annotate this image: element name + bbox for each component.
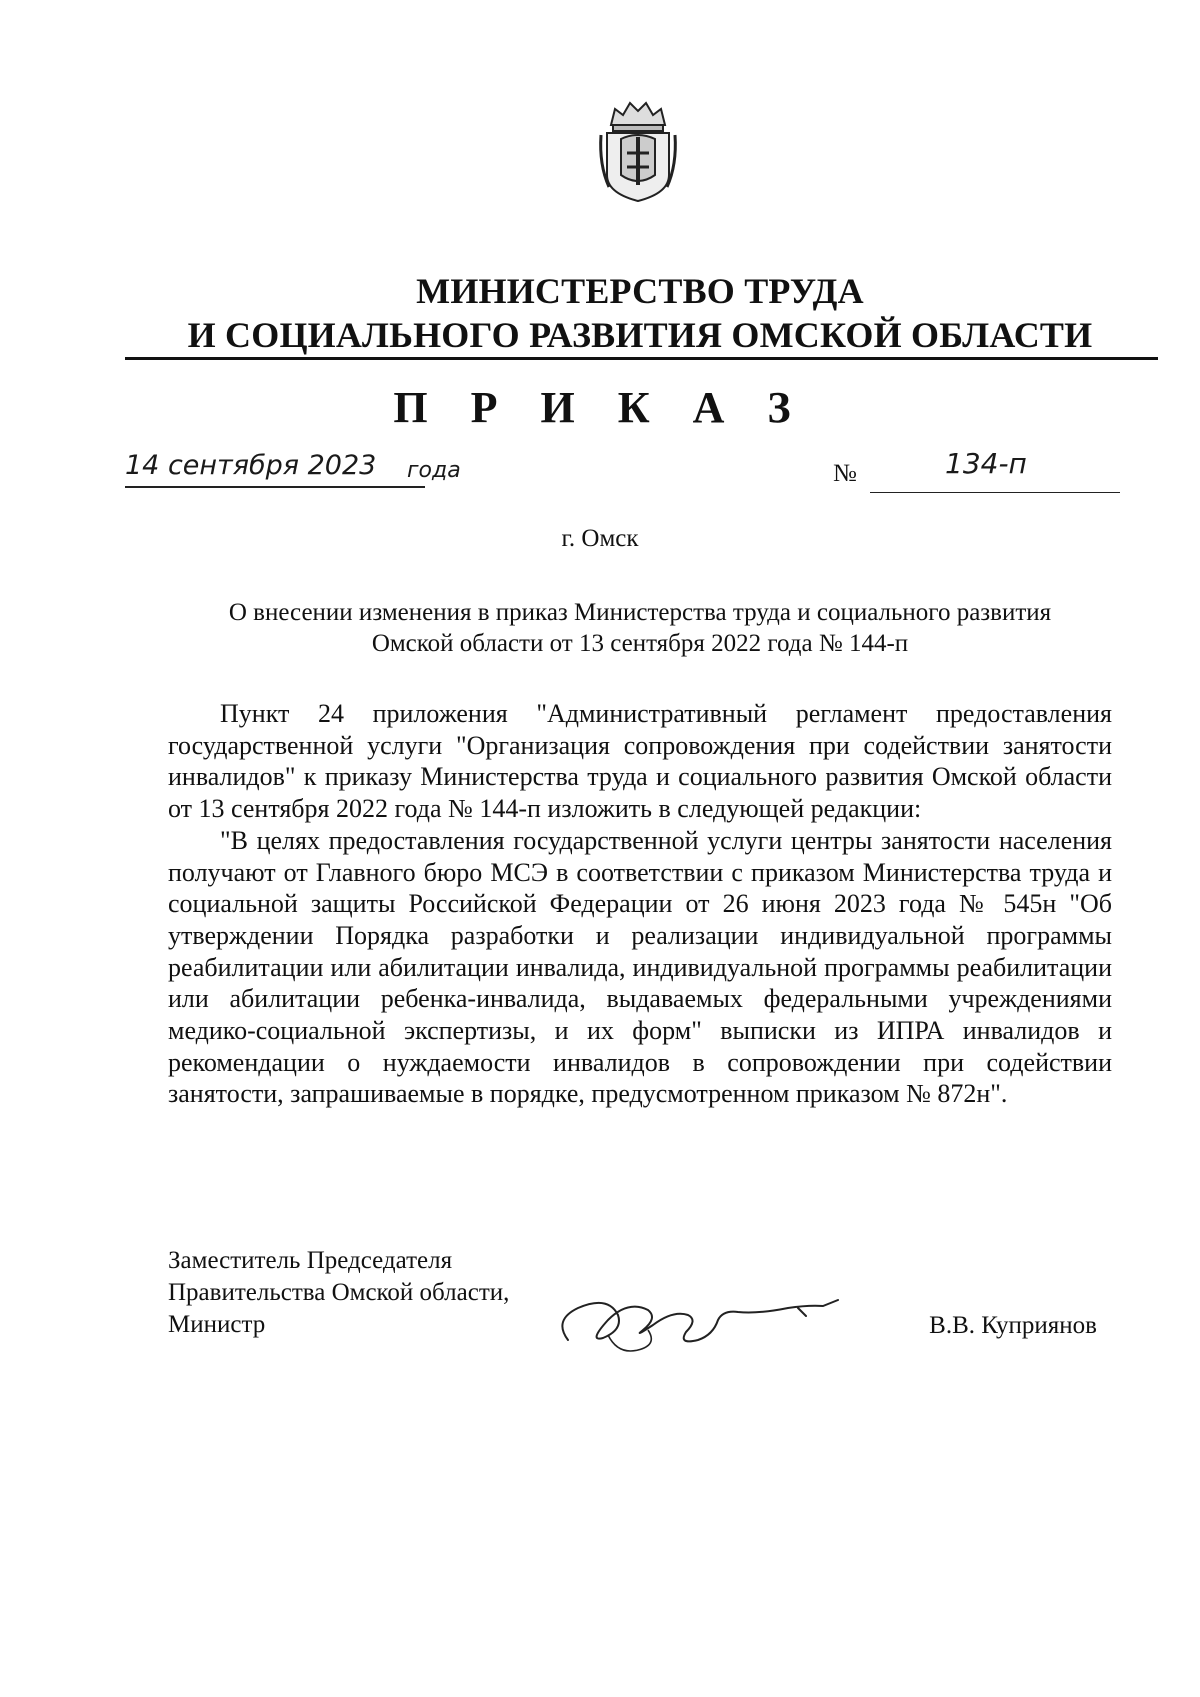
- order-number-label: №: [833, 460, 857, 487]
- order-number-underline: [870, 492, 1120, 493]
- order-date-handwritten: 14 сентября 2023: [125, 448, 425, 488]
- order-date-suffix: года: [407, 458, 461, 483]
- order-body: [168, 698, 1112, 1110]
- order-number-handwritten: 134-п: [945, 447, 1027, 480]
- document-type-title: П Р И К А З: [393, 383, 807, 432]
- ministry-name-line2: И СОЦИАЛЬНОГО РАЗВИТИЯ ОМСКОЙ ОБЛАСТИ: [187, 315, 1093, 355]
- signatory-title-line1: Заместитель Председателя: [168, 1247, 453, 1274]
- subject-line1: О внесении изменения в приказ Министерства труда и социального развития: [228, 599, 1052, 626]
- city-name: г. Омск: [561, 525, 639, 552]
- signatory-title-line2: Правительства Омской области,: [168, 1279, 510, 1306]
- signatory-name: В.В. Куприянов: [929, 1312, 1097, 1339]
- ministry-name-line1: МИНИСТЕРСТВО ТРУДА: [416, 271, 864, 311]
- body-paragraph-2: "В целях предоставления государственной услуги центры занятости населения получают от Главного бюро МСЭ в соответствии с приказом Министерства труда и социальной защиты Российской Федерации от 26 июня 2023 года № 545н "Об утверждении Порядка разработки и реализации индивидуальной программы реабилитации или абилитации инвалида, индивидуальной программы реабилитации или абилитации ребенка-инвалида, выдаваемых федеральными учреждениями медико-социальной экспертизы, и их форм" выписки из ИПРА инвалидов и рекомендации о нуждаемости инвалидов в сопровождении при содействии занятости, запрашиваемые в порядке, предусмотренном приказом № 872н".: [168, 825, 1112, 1109]
- coat-of-arms-icon: [597, 95, 679, 203]
- subject-line2: Омской области от 13 сентября 2022 года № 144-п: [371, 630, 909, 657]
- signatory-title: [168, 1245, 509, 1341]
- signatory-title-line3: Министр: [168, 1311, 266, 1338]
- header-divider: [125, 357, 1158, 360]
- handwritten-signature: [548, 1270, 878, 1360]
- body-paragraph-1: Пункт 24 приложения "Административный регламент предоставления государственной услуги "Организация сопровождения при содействии занятости инвалидов" к приказу Министерства труда и социального развития Омской области от 13 сентября 2022 года № 144-п изложить в следующей редакции:: [168, 699, 1112, 824]
- order-subject: [150, 597, 1130, 659]
